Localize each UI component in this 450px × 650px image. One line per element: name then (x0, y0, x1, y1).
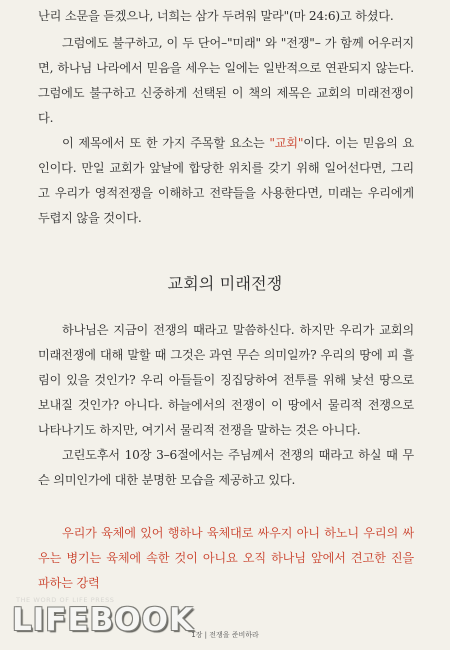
continued-line: 난리 소문을 듣겠으나, 너희는 삼가 두려워 말라"(마 24:6)고 하셨다. (38, 9, 394, 23)
paragraph-3-text (38, 131, 414, 231)
paragraph-3 (38, 131, 414, 231)
paragraph-2 (38, 31, 414, 131)
paragraph-2-text: 그럼에도 불구하고, 이 두 단어–"미래" 와 "전쟁"– 가 함께 어우러지면, 하나님 나라에서 믿음을 세우는 일에는 일반적으로 연관되지 않는다. 그럼에도 불구하고 신중하게 선택된 이 책의 제목은 교회의 미래전쟁이다. (38, 36, 414, 125)
paragraph-3-post: 이다. 이는 믿음의 요인이다. 만일 교회가 앞날에 합당한 위치를 갖기 위해 일어선다면, 그리고 우리가 영적전쟁을 이해하고 전략들을 사용한다면, 미래는 우리에게 두렵지 않을 것이다. (38, 136, 414, 225)
highlight-church: "교회" (269, 136, 304, 150)
scripture-quote (38, 521, 414, 596)
paragraph-3-pre: 이 제목에서 또 한 가지 주목할 요소는 (62, 136, 270, 150)
scripture-quote-text: 우리가 육체에 있어 행하나 육체대로 싸우지 아니 하노니 우리의 싸우는 병기는 육체에 속한 것이 아니요 오직 하나님 앞에서 견고한 진을 파하는 강력 (38, 526, 414, 590)
paragraph-5-text: 고린도후서 10장 3–6절에서는 주님께서 전쟁의 때라고 하실 때 무슨 의미인가에 대한 분명한 모습을 제공하고 있다. (38, 448, 414, 487)
page-footer: 1장 | 전쟁을 준비하라 (191, 631, 259, 639)
logo-name: LIFEBOOK (12, 602, 194, 638)
continued-paragraph (38, 4, 414, 29)
paragraph-4 (38, 318, 414, 443)
section-title: 교회의 미래전쟁 (167, 274, 283, 293)
logo-tagline: THE WORD OF LIFE PRESS (16, 596, 115, 604)
paragraph-5 (38, 443, 414, 493)
paragraph-4-text: 하나님은 지금이 전쟁의 때라고 말씀하신다. 하지만 우리가 교회의 미래전쟁에 대해 말할 때 그것은 과연 무슨 의미일까? 우리의 땅에 피 흘림이 있을 것인가? 우리 아들들이 징집당하여 전투를 위해 낯선 땅으로 보내질 것인가? 아니다. 하늘에서의 전쟁이 이 땅에서 물리적 전쟁으로 나타나기도 하지만, 여기서 물리적 전쟁을 말하는 것은 아니다. (38, 323, 414, 437)
